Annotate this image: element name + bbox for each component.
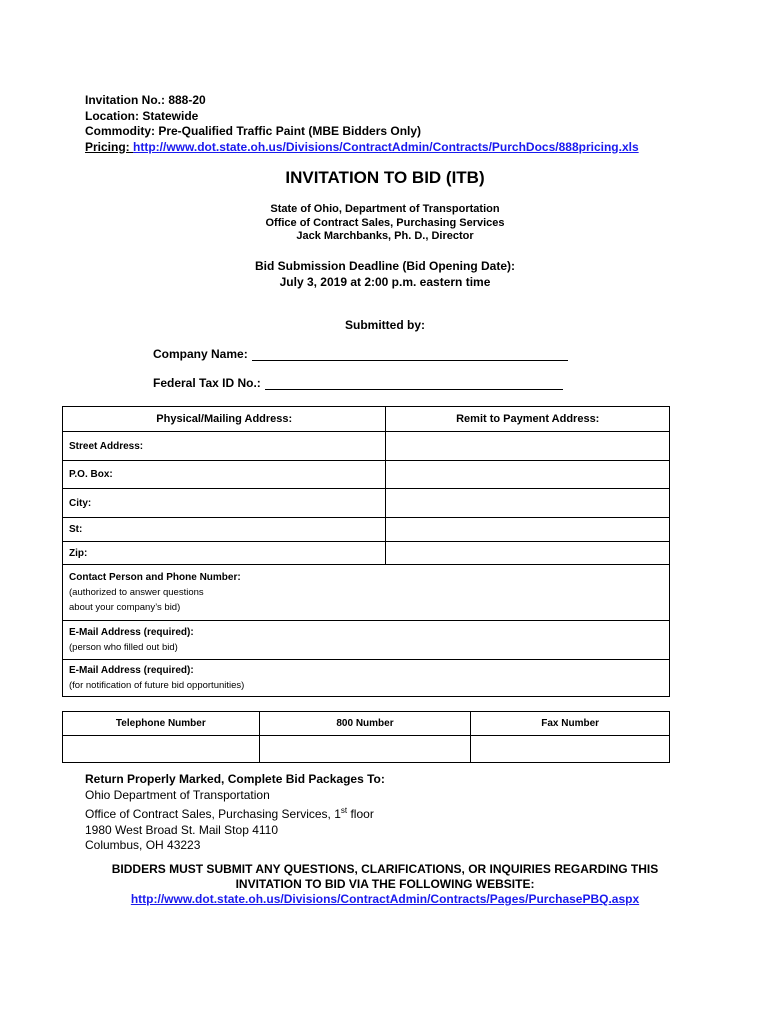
company-name-label: Company Name: — [153, 347, 248, 361]
telephone-cell[interactable] — [63, 736, 260, 763]
federal-tax-id-label: Federal Tax ID No.: — [153, 376, 261, 390]
state-label[interactable]: St: — [63, 518, 386, 542]
city-remit-cell[interactable] — [386, 489, 670, 518]
federal-tax-id-row — [153, 376, 563, 390]
federal-tax-id-field[interactable] — [265, 377, 563, 390]
header-block — [85, 93, 639, 155]
agency-block — [0, 203, 770, 244]
bottom-line-1: BIDDERS MUST SUBMIT ANY QUESTIONS, CLARIFICATIONS, OR INQUIRIES REGARDING THIS — [111, 862, 659, 876]
return-heading: Return Properly Marked, Complete Bid Packages To: — [85, 772, 385, 786]
return-line-4: Columbus, OH 43223 — [85, 838, 201, 852]
800-number-cell[interactable] — [259, 736, 471, 763]
agency-line-3: Jack Marchbanks, Ph. D., Director — [296, 230, 474, 242]
deadline-label: Bid Submission Deadline (Bid Opening Date): — [254, 259, 515, 273]
company-name-field[interactable] — [252, 348, 568, 361]
contact-person-label: Contact Person and Phone Number: — [69, 572, 241, 583]
800-number-header: 800 Number — [259, 712, 471, 736]
email-notification-label: E-Mail Address (required): — [69, 665, 194, 676]
pricing-link[interactable]: http://www.dot.state.oh.us/Divisions/ContractAdmin/Contracts/PurchDocs/888pricing.xls — [133, 139, 639, 154]
fax-header: Fax Number — [471, 712, 670, 736]
po-box-remit-cell[interactable] — [386, 461, 670, 489]
commodity: Commodity: Pre-Qualified Traffic Paint (MBE Bidders Only) — [85, 124, 422, 138]
zip-remit-cell[interactable] — [386, 542, 670, 565]
po-box-label[interactable]: P.O. Box: — [63, 461, 386, 489]
phone-table — [62, 711, 670, 763]
state-remit-cell[interactable] — [386, 518, 670, 542]
city-label[interactable]: City: — [63, 489, 386, 518]
agency-line-2: Office of Contract Sales, Purchasing Services — [265, 216, 505, 229]
contact-person-cell[interactable] — [63, 565, 670, 621]
email-bid-label: E-Mail Address (required): — [69, 627, 194, 638]
return-line-2-post: floor — [347, 807, 374, 821]
physical-address-header: Physical/Mailing Address: — [63, 407, 386, 432]
contact-person-note-1: (authorized to answer questions — [69, 587, 204, 598]
invitation-number: Invitation No.: 888-20 — [85, 93, 206, 107]
address-table — [62, 406, 670, 697]
return-line-2-sup: st — [340, 806, 348, 815]
company-name-row — [153, 347, 568, 361]
pricing-row — [85, 140, 639, 156]
email-notification-cell[interactable] — [63, 660, 670, 697]
fax-cell[interactable] — [471, 736, 670, 763]
zip-label[interactable]: Zip: — [63, 542, 386, 565]
return-line-2-text: Office of Contract Sales, Purchasing Services, 1 — [85, 807, 341, 821]
email-bid-note: (person who filled out bid) — [69, 642, 178, 653]
return-line-1: Ohio Department of Transportation — [85, 787, 270, 802]
bottom-line-2: INVITATION TO BID VIA THE FOLLOWING WEBSITE: — [235, 877, 535, 891]
location: Location: Statewide — [85, 108, 199, 123]
questions-link[interactable]: http://www.dot.state.oh.us/Divisions/ContractAdmin/Contracts/Pages/PurchasePBQ.aspx — [130, 892, 640, 906]
return-line-3: 1980 West Broad St. Mail Stop 4110 — [85, 822, 279, 837]
deadline-date: July 3, 2019 at 2:00 p.m. eastern time — [279, 274, 491, 289]
telephone-header: Telephone Number — [63, 712, 260, 736]
bottom-notice — [0, 862, 770, 907]
submitted-by-label: Submitted by: — [345, 318, 425, 332]
email-notification-note: (for notification of future bid opportunities) — [69, 680, 245, 691]
pricing-label: Pricing: — [85, 139, 134, 154]
street-address-label[interactable]: Street Address: — [63, 432, 386, 461]
page-title: INVITATION TO BID (ITB) — [285, 168, 485, 187]
email-bid-cell[interactable] — [63, 621, 670, 660]
return-address-block — [85, 772, 385, 854]
contact-person-note-2: about your company’s bid) — [69, 602, 181, 613]
return-line-2 — [85, 803, 385, 823]
agency-line-1: State of Ohio, Department of Transportation — [270, 203, 500, 215]
remit-address-header: Remit to Payment Address: — [386, 407, 670, 432]
street-address-remit-cell[interactable] — [386, 432, 670, 461]
deadline-block — [0, 259, 770, 290]
